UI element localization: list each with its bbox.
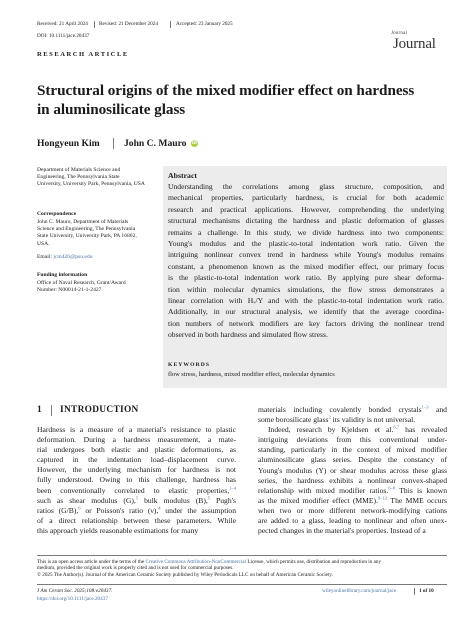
text-line: are added to a glass, leading to nonlinear and often unex- [258,516,447,526]
text-span: This is an open access article under the terms of the [37,559,146,565]
text-line: intriguing deviations from this conventional under- [258,435,447,445]
license-link[interactable]: Creative Commons Attribution-NonCommercial [145,559,247,565]
text-span: under the assumption [160,505,237,515]
text-line: rial undergoes both elastic and plastic deformations, as [37,445,236,455]
citation-ref[interactable]: 6,7 [393,424,400,430]
author-hongyeun-kim: Hongyeun Kim [37,138,100,149]
doi-url[interactable]: https://doi.org/10.1111/jace.20437 [37,596,108,602]
intro-left-column [37,425,236,536]
email-link[interactable]: jcm426@psu.edu [53,254,93,260]
author-john-mauro: John C. Mauro [124,138,187,149]
text-line: aluminosilicate glass series. Despite the constancy of [258,455,447,465]
orcid-icon[interactable]: iD [191,140,198,146]
text-span: as the mixed modifier effect (MME). [258,495,378,505]
text-line [37,506,236,516]
abstract-line: tion numbers of network modifiers are key factors driving the nonlinear trend [168,318,444,328]
citation-ref[interactable]: 6 [78,505,81,511]
citation-ref[interactable]: 2 [328,414,331,420]
text-line: pected changes in the material's properties. Instead of a [258,526,426,536]
abstract-line: research and practical applications. However, comprehending the underlying [168,204,444,214]
text-line: captured in the indentation load–displacement curve. [37,455,236,465]
text-line [258,415,447,425]
abstract-line: Young's modulus and the plastic-to-total indentation work ratio. Given the [168,239,444,249]
funding-text: Office of Naval Research, Grant/Award Number: N00014-21-1-2427 [37,280,126,294]
license-note [37,559,447,578]
text-line: However, the underlying mechanism for hardness is not [37,465,236,475]
citation-ref[interactable]: 1–3 [421,404,429,410]
text-line: of a direct relationship between these parameters. While [37,515,236,525]
journal-logo: Journal [393,36,436,52]
journal-site [322,588,396,594]
text-span: ratios (G/B), [37,505,79,515]
footer-rule [37,555,447,556]
text-line [258,496,447,506]
abstract-line: linear correlation with Hᵥ/Y and with the plastic-to-total indentation work ratio. [168,296,444,306]
abstract-line: observed in both hardness and simulated flow stress. [168,330,328,340]
text-span: and [428,405,447,414]
email-label: Email: [37,254,54,260]
citation-ref[interactable]: 1–4 [229,485,236,491]
license-line-2: medium, provided the original work is properly cited and is not used for commercial purposes. [37,565,234,572]
text-span: its validity is not universal. [330,415,416,425]
header-divider [170,21,171,28]
author-divider [113,138,114,149]
text-line: series, the hardness exhibits a nonlinear convex-shaped [258,475,447,485]
text-span: This is known [395,485,448,495]
keywords: flow stress, hardness, mixed modifier effect, molecular dynamics [168,371,335,378]
citation-ref[interactable]: 5 [135,495,139,501]
footer-divider [414,588,415,595]
page-number: 1 of 10 [419,588,434,594]
text-span: some borosilicate glass [258,415,329,425]
abstract-line: remains a challenge. In this study, we divide hardness into two components: [168,227,444,237]
section-number: 1 [37,405,42,415]
text-span: materials including covalently bonded crystals [258,405,422,414]
text-line: fully understood. Owing to this challenge, hardness has [37,475,236,485]
text-span: such as shear modulus (G), [37,495,136,505]
received-date: Received: 21 April 2024 [37,21,88,27]
abstract-line: constant, a phenomenon known as the mixed modifier effect, our primary focus [168,261,444,271]
footer-rule [37,584,447,585]
funding-heading: Funding information [37,272,88,278]
journal-logo-small: Journal [391,31,408,36]
text-line: deformation. During a hardness measurement, a mate- [37,435,236,445]
text-span: License, which permits use, distribution and reproduction in any [246,559,382,565]
doi-link [37,596,108,602]
text-span: The MME occurs [387,495,448,505]
text-span: or Poisson's ratio (ν), [80,505,159,515]
accepted-date: Accepted: 23 January 2025 [176,21,233,27]
title-line-2: in aluminosilicate glass [37,100,186,118]
text-line [37,496,236,506]
text-line: when two or more different network-modifying cations [258,505,447,515]
citation-ref[interactable]: 5 [207,495,211,501]
abstract-line: intriguing nonlinear convex trend in hardness while Young's modulus remains [168,250,444,260]
title-line-1: Structural origins of the mixed modifier effect on hardness [37,82,415,99]
intro-right-column [258,405,447,536]
abstract-line: Additionally, in our structural analysis, we identify that the average coordina- [168,307,444,317]
citation-ref[interactable]: 4 [158,505,161,511]
abstract-body [168,181,444,341]
text-line [258,486,447,496]
abstract-box [163,166,447,388]
text-span: relationship with mixed modifier ratios. [258,485,389,495]
article-title [37,82,457,119]
abstract-line: is the plastic-to-total indentation work ratio. By applying pure shear deforma- [168,273,444,283]
citation-ref[interactable]: 6–8 [388,485,396,491]
keywords-heading: KEYWORDS [168,362,211,368]
affiliation: Department of Materials Science and Engineering, The Pennsylvania State University, University Park, Pennsylvania, USA [37,167,145,188]
abstract-heading: Abstract [168,171,198,180]
text-span: has revealed [399,425,447,435]
text-span: bulk modulus (B), [138,495,208,505]
abstract-line: Understanding the correlations among glass structure, composition, and [168,182,444,191]
text-span: been conventionally correlated to elastic properties, [37,485,230,495]
doi: DOI: 10.1111/jace.20437 [37,33,90,39]
copyright: © 2025 The Author(s). Journal of the American Ceramic Society published by Wiley Periodicals LLC on behalf of American Ceramic Society. [37,571,333,578]
abstract-line: tion within molecular dynamics simulations, the flow stress demonstrates a [168,284,444,294]
text-line [258,405,447,415]
citation: J Am Ceram Soc. 2025;108:e20437. [37,588,113,594]
correspondence-heading: Correspondence [37,211,77,217]
header-divider [94,21,95,28]
section-label: RESEARCH ARTICLE [37,51,129,58]
section-heading: INTRODUCTION [60,405,139,415]
citation-ref[interactable]: 9–12 [377,495,388,501]
email-line [37,254,93,261]
correspondence-text: John C. Mauro, Department of Materials Science and Engineering, The Pennsylvania State University, University Park, PA 16802, USA. [37,219,137,247]
text-line [258,425,447,435]
text-line: Hardness is a measure of a material's resistance to plastic [37,425,236,434]
abstract-line: structural mechanisms dictating the hardness and plastic deformation of glasses [168,216,444,226]
journal-site-link[interactable]: wileyonlinelibrary.com/journal/jace [322,588,397,594]
abstract-line: mechanical properties, particularly hardness, is crucial for both academic [168,193,444,203]
text-line: Young's modulus (Y) or shear modulus across these glass [258,465,447,475]
text-line: standing, particularly in the context of mixed modifier [258,445,447,455]
text-line: this approach yields reasonable estimations for many [37,525,199,535]
text-span: Indeed, research by Kjeldsen et al. [268,425,394,435]
text-span: Pugh's [210,495,236,505]
revised-date: Revised: 21 December 2024 [99,21,158,27]
section-divider [51,405,52,416]
